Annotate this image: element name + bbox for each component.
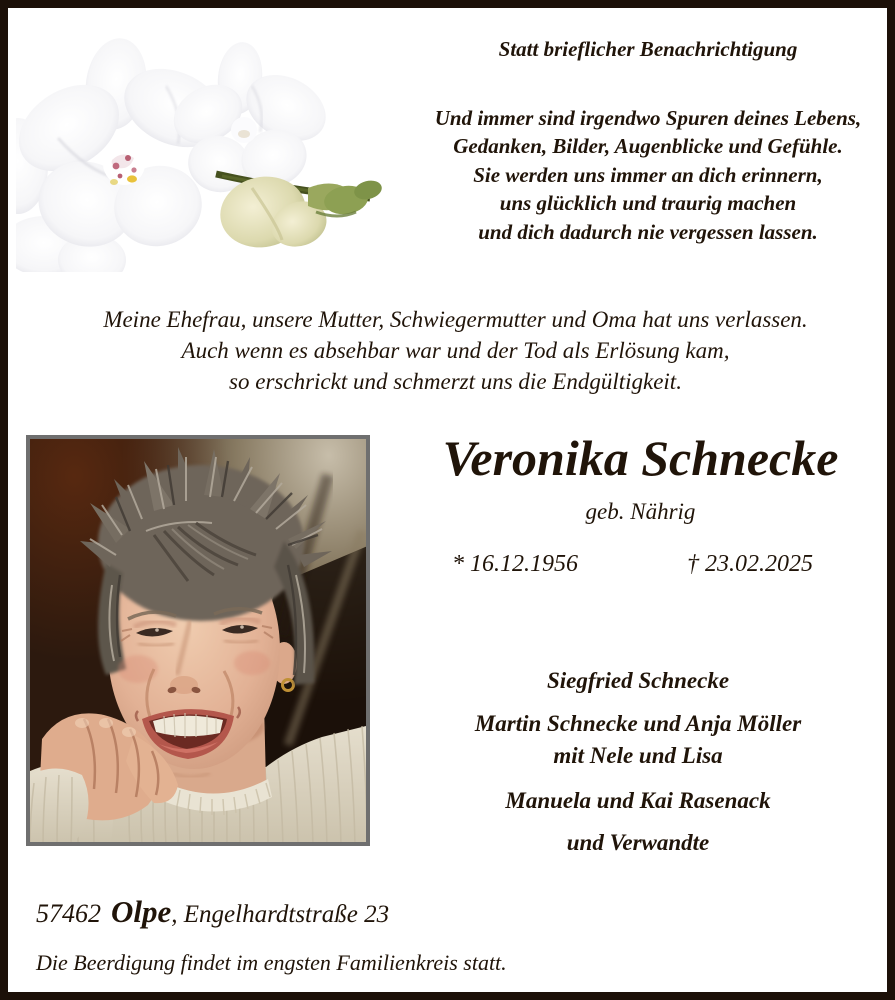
mourner-line: Siegfried Schnecke xyxy=(546,668,730,693)
mourner-line: Martin Schnecke und Anja Möller xyxy=(474,711,802,736)
poem-line: Gedanken, Bilder, Augenblicke und Gefühle. xyxy=(453,134,843,159)
deceased-name: Veronika Schnecke xyxy=(442,430,839,486)
memorial-poem xyxy=(406,104,890,246)
intro-paragraph xyxy=(16,304,895,397)
portrait-photo xyxy=(26,435,370,846)
mourner-line: mit Nele und Lisa xyxy=(553,743,723,768)
poem-line: und dich dadurch nie vergessen lassen. xyxy=(478,219,818,244)
poem-line: Und immer sind irgendwo Spuren deines Lebens, xyxy=(434,106,862,130)
intro-line: Meine Ehefrau, unsere Mutter, Schwiegermutter und Oma hat uns verlassen. xyxy=(103,307,808,332)
death-date: † 23.02.2025 xyxy=(687,551,813,577)
address-line xyxy=(36,892,736,935)
mourner-line: Manuela und Kai Rasenack xyxy=(505,788,771,813)
intro-line: so erschrickt und schmerzt uns die Endgültigkeit. xyxy=(229,369,682,394)
postal-code: 57462 xyxy=(36,899,101,928)
funeral-note: Die Beerdigung findet im engsten Familienkreis statt. xyxy=(36,950,507,975)
mourners-list xyxy=(396,666,880,857)
city-name: Olpe xyxy=(111,894,172,929)
orchid-photo xyxy=(16,16,384,272)
street-address: , Engelhardtstraße 23 xyxy=(171,901,390,928)
poem-line: uns glücklich und traurig machen xyxy=(499,191,797,216)
announcement-line: Statt brieflicher Benachrichtigung xyxy=(498,37,798,61)
poem-line: Sie werden uns immer an dich erinnern, xyxy=(473,162,823,187)
intro-line: Auch wenn es absehbar war und der Tod als Erlösung kam, xyxy=(181,338,730,363)
birth-date: * 16.12.1956 xyxy=(452,551,578,577)
maiden-name: geb. Nährig xyxy=(585,499,696,524)
mourner-line: und Verwandte xyxy=(566,830,710,855)
